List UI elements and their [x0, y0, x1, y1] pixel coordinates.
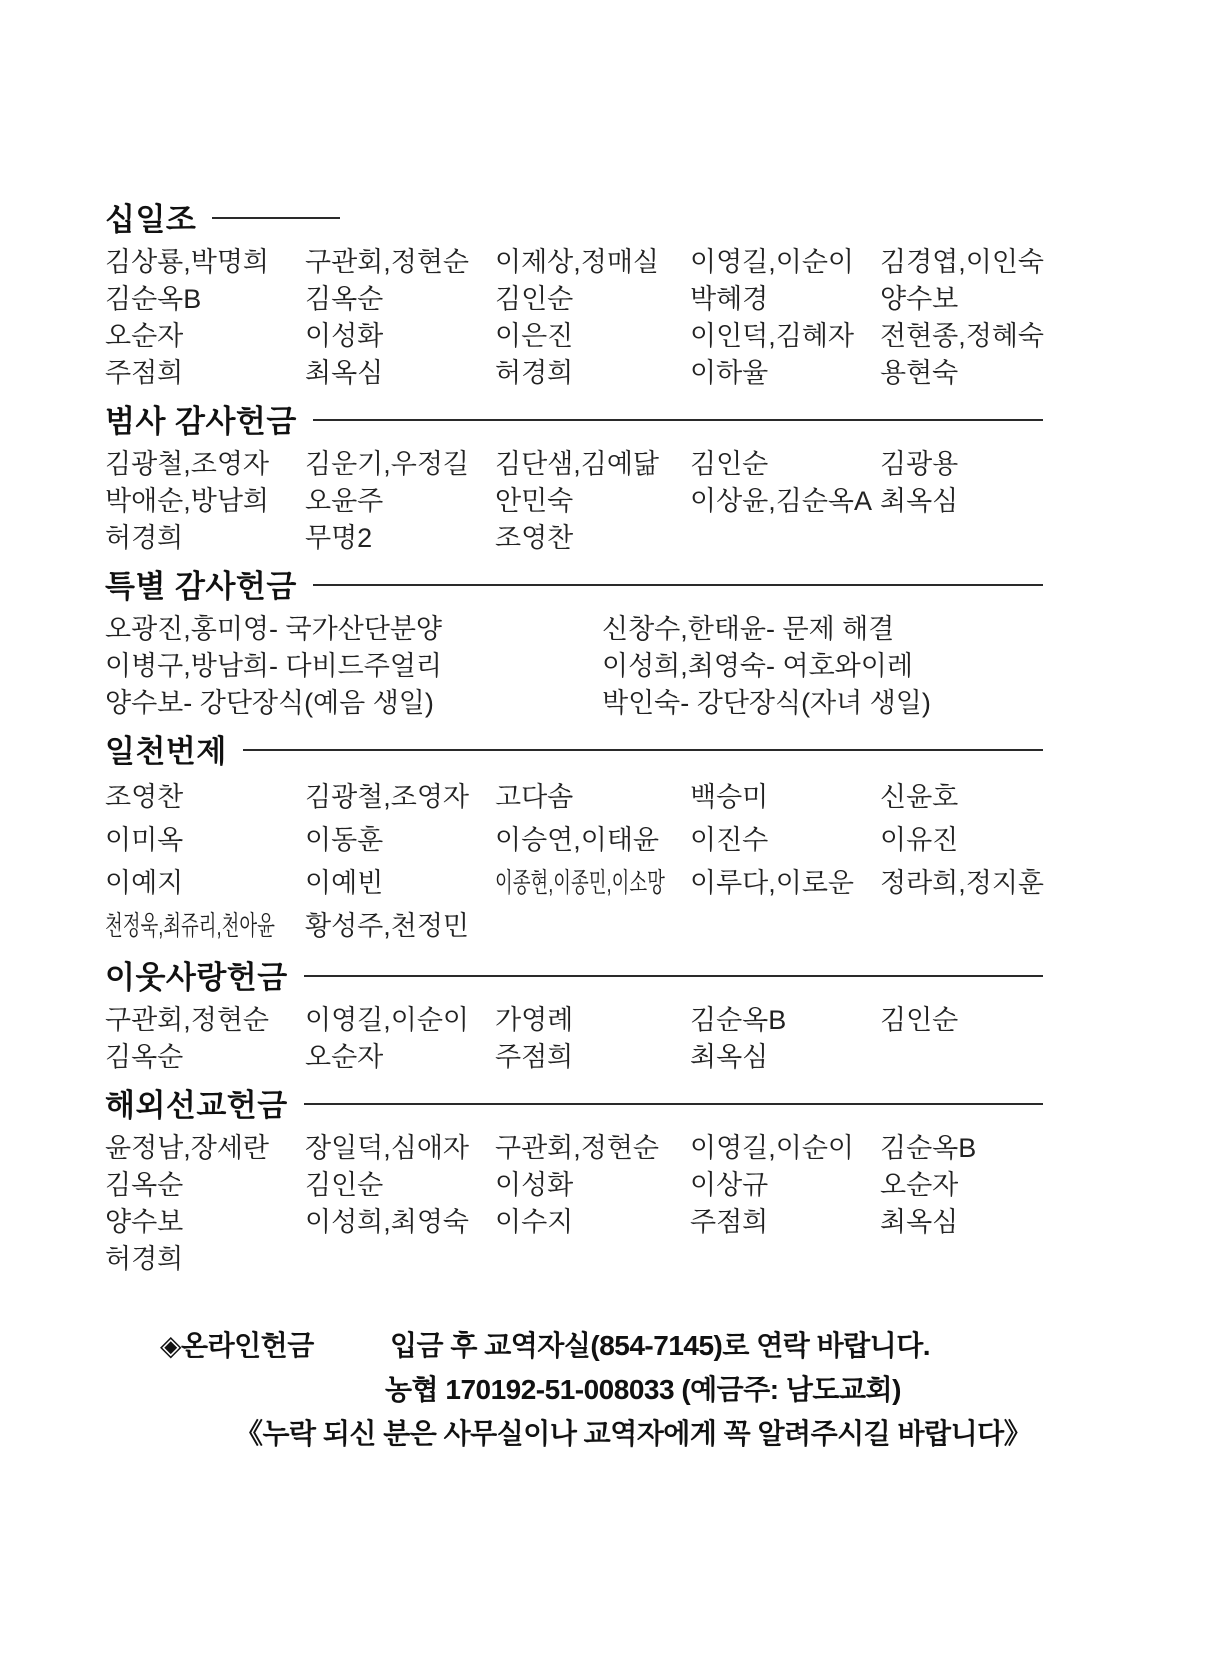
donor-name: 주점희	[105, 358, 184, 388]
donor-name: 조영찬	[495, 523, 574, 553]
donor-name: 이루다,이로운	[690, 868, 854, 898]
donor-name: 김인순	[880, 1005, 959, 1035]
donor-name: 천정욱,최쥬리,천아윤	[105, 911, 275, 941]
donor-name	[690, 520, 880, 557]
donor-name: 이성화	[305, 321, 384, 351]
donor-name: 구관회,정현순	[305, 247, 469, 277]
donor-grid	[105, 1002, 1043, 1076]
donor-name: 양수보	[105, 1207, 184, 1237]
donor-name: 양수보	[880, 284, 959, 314]
donor-name: 구관회,정현순	[495, 1133, 659, 1163]
donor-grid	[105, 244, 1043, 392]
donor-name	[495, 1241, 690, 1278]
section-header	[105, 730, 1043, 769]
donor-name: 오윤주	[305, 486, 384, 516]
donor-name	[880, 520, 1043, 557]
donor-name: 이영길,이순이	[305, 1005, 469, 1035]
donor-name: 신윤호	[880, 782, 959, 812]
donor-name: 이예지	[105, 868, 184, 898]
donor-name	[880, 1039, 1043, 1076]
section-title: 특별 감사헌금	[105, 568, 297, 604]
donor-name	[690, 905, 880, 948]
omission-notice-line: 《누락 되신 분은 사무실이나 교역자에게 꼭 알려주시길 바랍니다》	[235, 1418, 1032, 1449]
section-header	[105, 1084, 1043, 1123]
section-rule	[212, 217, 340, 219]
donor-name: 김인순	[495, 284, 574, 314]
donor-entry: 이병구,방남희- 다비드주얼리	[105, 651, 442, 681]
donor-name: 김인순	[305, 1170, 384, 1200]
donor-name: 박애순,방남희	[105, 486, 269, 516]
donor-name: 김단샘,김예닮	[495, 449, 659, 479]
donor-entry: 양수보- 강단장식(예음 생일)	[105, 688, 434, 718]
donor-name: 이수지	[495, 1207, 574, 1237]
section-title: 해외선교헌금	[105, 1087, 288, 1123]
online-offering-contact: 입금 후 교역자실(854-7145)로 연락 바랍니다.	[390, 1330, 931, 1361]
donor-entry: 박인숙- 강단장식(자녀 생일)	[602, 688, 931, 718]
section-title: 십일조	[105, 201, 197, 237]
online-offering-note	[105, 1324, 1043, 1456]
donor-name: 김광철,조영자	[305, 782, 469, 812]
donor-name: 김광용	[880, 449, 959, 479]
donor-name	[690, 1241, 880, 1278]
donor-name: 최옥심	[880, 1207, 959, 1237]
donor-name: 이상윤,김순옥A	[690, 486, 873, 516]
donor-name: 안민숙	[495, 486, 574, 516]
donor-name: 황성주,천정민	[305, 911, 469, 941]
donor-name: 허경희	[105, 523, 184, 553]
donor-name: 김상룡,박명희	[105, 247, 269, 277]
donor-entry: 오광진,홍미영- 국가산단분양	[105, 614, 442, 644]
donor-name: 최옥심	[880, 486, 959, 516]
donor-name: 김옥순	[105, 1042, 184, 1072]
bank-account-line: 농협 170192-51-008033 (예금주: 남도교회)	[385, 1374, 901, 1405]
donor-entry: 신창수,한태윤- 문제 해결	[602, 614, 895, 644]
donor-name: 허경희	[495, 358, 574, 388]
donor-name: 장일덕,심애자	[305, 1133, 469, 1163]
section-thousand-offering	[105, 730, 1043, 948]
online-offering-line1	[105, 1324, 1043, 1368]
section-rule	[304, 975, 1043, 977]
donor-name: 이상규	[690, 1170, 769, 1200]
section-title: 범사 감사헌금	[105, 403, 297, 439]
section-tithe	[105, 198, 1043, 392]
section-header	[105, 565, 1043, 604]
donor-name: 이예빈	[305, 868, 384, 898]
section-rule	[304, 1103, 1043, 1105]
donor-entry: 이성희,최영숙- 여호와이레	[602, 651, 913, 681]
section-rule	[243, 749, 1043, 751]
donor-grid	[105, 1130, 1043, 1278]
bulletin-page	[105, 0, 1043, 1456]
donor-name: 오순자	[880, 1170, 959, 1200]
offering-sections	[105, 198, 1043, 1278]
donor-name: 주점희	[495, 1042, 574, 1072]
donor-name: 이영길,이순이	[690, 1133, 854, 1163]
donor-name: 오순자	[305, 1042, 384, 1072]
section-title: 일천번제	[105, 733, 227, 769]
donor-grid	[105, 446, 1043, 557]
donor-name: 허경희	[105, 1244, 184, 1274]
donor-name: 조영찬	[105, 782, 184, 812]
donor-name: 김옥순	[305, 284, 384, 314]
section-rule	[313, 584, 1043, 586]
donor-name: 이승연,이태윤	[495, 825, 659, 855]
section-neighbor-love	[105, 956, 1043, 1076]
section-rule	[313, 419, 1043, 421]
donor-name	[880, 905, 1044, 948]
donor-name: 이유진	[880, 825, 959, 855]
donor-name: 김순옥B	[880, 1133, 977, 1163]
donor-name: 최옥심	[690, 1042, 769, 1072]
donor-name: 이성화	[495, 1170, 574, 1200]
section-header	[105, 956, 1043, 995]
donor-name: 용현숙	[880, 358, 959, 388]
donor-name: 이종현,이종민,이소망	[495, 868, 665, 898]
donor-name: 이진수	[690, 825, 769, 855]
section-everyday-thanksgiving	[105, 400, 1043, 557]
donor-name: 이인덕,김혜자	[690, 321, 854, 351]
donor-name: 최옥심	[305, 358, 384, 388]
section-title: 이웃사랑헌금	[105, 959, 288, 995]
section-header	[105, 400, 1043, 439]
donor-name: 김순옥B	[690, 1005, 787, 1035]
donor-name: 고다솜	[495, 782, 574, 812]
donor-name: 이은진	[495, 321, 574, 351]
donor-name: 이성희,최영숙	[305, 1207, 469, 1237]
section-special-thanksgiving	[105, 565, 1043, 722]
section-overseas-mission	[105, 1084, 1043, 1278]
donor-name: 윤정남,장세란	[105, 1133, 269, 1163]
section-header	[105, 198, 1043, 237]
donor-name: 김운기,우정길	[305, 449, 469, 479]
donor-name: 이제상,정매실	[495, 247, 659, 277]
donor-name: 김옥순	[105, 1170, 184, 1200]
donor-name: 이영길,이순이	[690, 247, 854, 277]
donor-name: 박혜경	[690, 284, 769, 314]
donor-name: 김경엽,이인숙	[880, 247, 1044, 277]
donor-name: 정라희,정지훈	[880, 868, 1044, 898]
online-offering-label: ◈온라인헌금	[160, 1330, 314, 1361]
donor-name: 김순옥B	[105, 284, 202, 314]
donor-name: 오순자	[105, 321, 184, 351]
donor-grid	[105, 611, 1043, 722]
donor-name: 이하율	[690, 358, 769, 388]
donor-name: 김광철,조영자	[105, 449, 269, 479]
donor-name	[880, 1241, 1043, 1278]
donor-name: 김인순	[690, 449, 769, 479]
donor-name: 주점희	[690, 1207, 769, 1237]
donor-name: 구관회,정현순	[105, 1005, 269, 1035]
donor-name	[495, 905, 690, 948]
donor-name: 무명2	[305, 523, 373, 553]
donor-name: 가영례	[495, 1005, 574, 1035]
donor-name: 전현종,정혜숙	[880, 321, 1044, 351]
donor-name: 백승미	[690, 782, 769, 812]
donor-grid	[105, 776, 1043, 948]
donor-name: 이동훈	[305, 825, 384, 855]
donor-name	[305, 1241, 495, 1278]
donor-name: 이미옥	[105, 825, 184, 855]
